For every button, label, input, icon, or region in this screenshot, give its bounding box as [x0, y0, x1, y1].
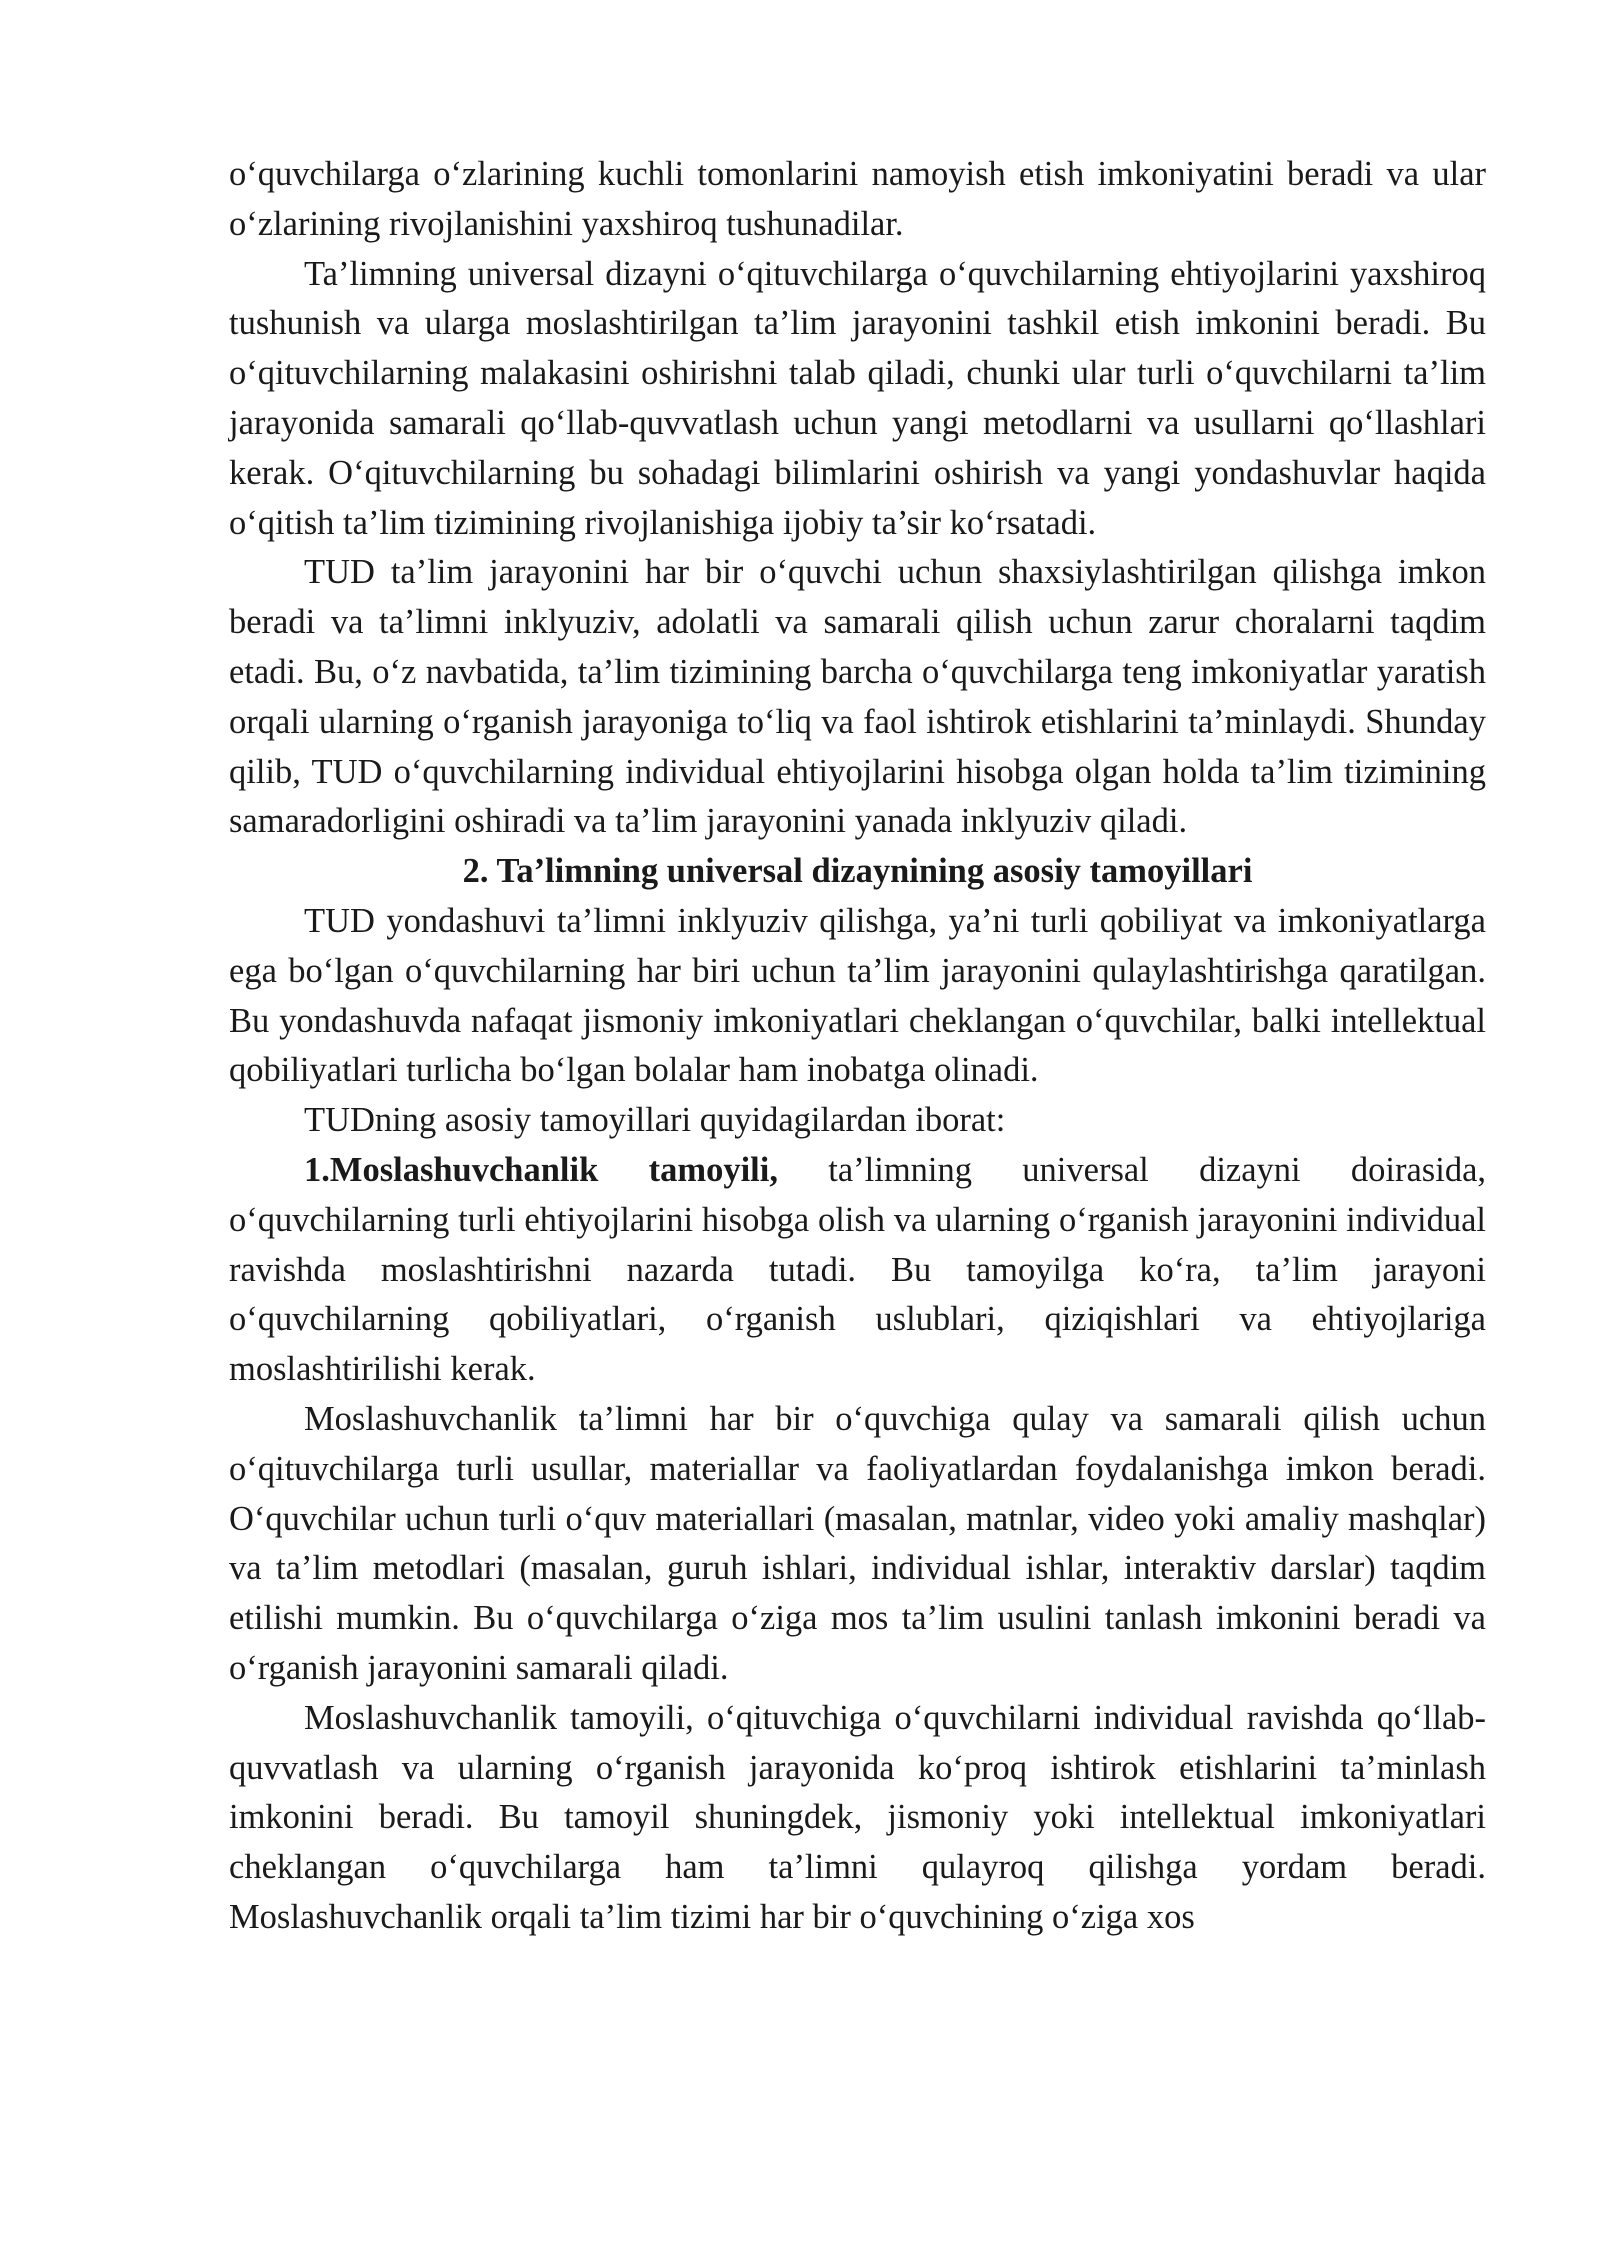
section-heading: 2. Ta’limning universal dizaynining asosiy tamoyillari	[462, 852, 1253, 891]
paragraph-principles-intro: TUDning asosiy tamoyillari quyidagilardan iborat:	[304, 1101, 1006, 1140]
paragraph-continuation: o‘quvchilarga o‘zlarining kuchli tomonlarini namoyish etish imkoniyatini beradi va ular o‘zlarining rivojlanishini yaxshiroq tushunadilar.	[229, 155, 1486, 243]
paragraph-tud-approach: TUD yondashuvi ta’limni inklyuziv qilishga, ya’ni turli qobiliyat va imkoniyatlarga ega bo‘lgan o‘quvchilarning har biri uchun ta’lim jarayonini qulaylashtirishga qaratilgan. Bu yondashuvda nafaqat jismoniy imkoniyatlari cheklangan o‘quvchilar, balki intellektual qobiliyatlari turlicha bo‘lgan bolalar ham inobatga olinadi.	[229, 901, 1486, 1090]
paragraph-tud-personalization: TUD ta’lim jarayonini har bir o‘quvchi uchun shaxsiylashtirilgan qilishga imkon beradi va ta’limni inklyuziv, adolatli va samarali qilish uchun zarur choralarni taqdim etadi. Bu, o‘z navbatida, ta’lim tizimining barcha o‘quvchilarga teng imkoniyatlar yaratish orqali ularning o‘rganish jarayoniga to‘liq va faol ishtirok etishlarini ta’minlaydi. Shunday qilib, TUD o‘quvchilarning individual ehtiyojlarini hisobga olgan holda ta’lim tizimining samaradorligini oshiradi va ta’lim jarayonini yanada inklyuziv qiladi.	[229, 553, 1486, 841]
paragraph-principle-flexibility	[229, 1146, 1486, 1395]
paragraph-flexibility-support: Moslashuvchanlik tamoyili, o‘qituvchiga o‘quvchilarni individual ravishda qo‘llab-quvvatlash va ularning o‘rganish jarayonida ko‘proq ishtirok etishlarini ta’minlash imkonini beradi. Bu tamoyil shuningdek, jismoniy yoki intellektual imkoniyatlari cheklangan o‘quvchilarga ham ta’limni qulayroq qilishga yordam beradi. Moslashuvchanlik orqali ta’lim tizimi har bir o‘quvchining o‘ziga xos	[229, 1698, 1486, 1936]
principle-title: 1.Moslashuvchanlik tamoyili,	[304, 1150, 778, 1189]
principle-description: ta’limning universal dizayni doirasida, o‘quvchilarning turli ehtiyojlarini hisobga olish va ularning o‘rganish jarayonini individual ravishda moslashtirishni nazarda tutadi. Bu tamoyilga ko‘ra, ta’lim jarayoni o‘quvchilarning qobiliyatlari, o‘rganish uslublari, qiziqishlari va ehtiyojlariga moslashtirilishi kerak.	[229, 1150, 1487, 1389]
paragraph-tud-teachers: Ta’limning universal dizayni o‘qituvchilarga o‘quvchilarning ehtiyojlarini yaxshiroq tushunish va ularga moslashtirilgan ta’lim jarayonini tashkil etish imkonini beradi. Bu o‘qituvchilarning malakasini oshirishni talab qiladi, chunki ular turli o‘quvchilarni ta’lim jarayonida samarali qo‘llab-quvvatlash uchun yangi metodlarni va usullarni qo‘llashlari kerak. O‘qituvchilarning bu sohadagi bilimlarini oshirish va yangi yondashuvlar haqida o‘qitish ta’lim tizimining rivojlanishiga ijobiy ta’sir ko‘rsatadi.	[229, 254, 1486, 542]
document-body	[229, 150, 1486, 1943]
paragraph-flexibility-methods: Moslashuvchanlik ta’limni har bir o‘quvchiga qulay va samarali qilish uchun o‘qituvchilarga turli usullar, materiallar va faoliyatlardan foydalanishga imkon beradi. O‘quvchilar uchun turli o‘quv materiallari (masalan, matnlar, video yoki amaliy mashqlar) va ta’lim metodlari (masalan, guruh ishlari, individual ishlar, interaktiv darslar) taqdim etilishi mumkin. Bu o‘quvchilarga o‘ziga mos ta’lim usulini tanlash imkonini beradi va o‘rganish jarayonini samarali qiladi.	[229, 1399, 1486, 1687]
